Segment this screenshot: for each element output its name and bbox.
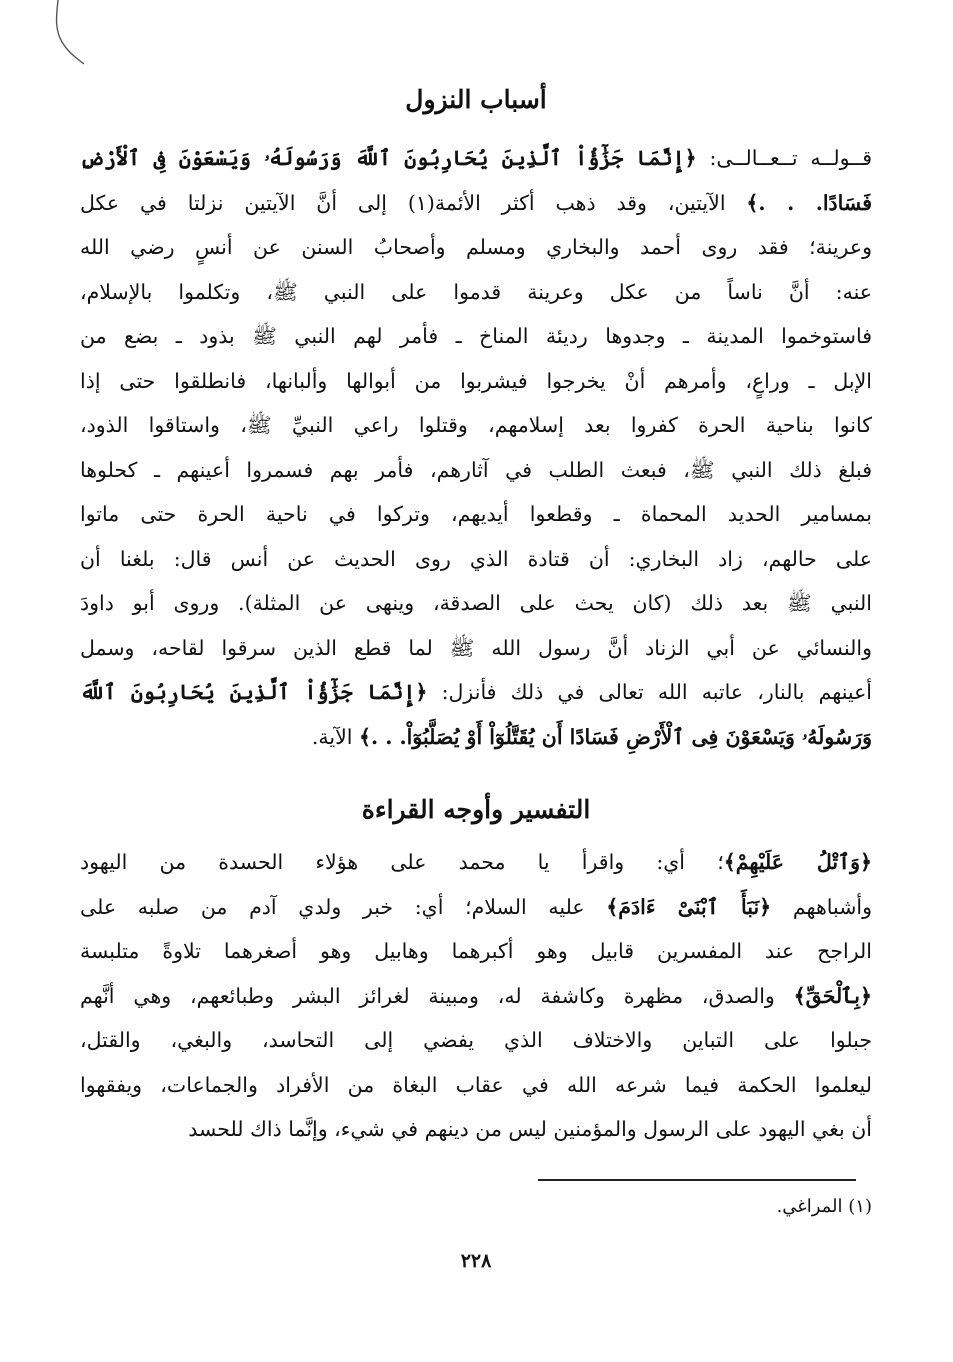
causes-line xyxy=(80,225,872,270)
quran-verse: ﴿إِنَّمَا جَزَٰٓؤُاْ ٱلَّذِينَ يُحَارِبُونَ ٱللَّهَ xyxy=(80,680,428,704)
tafsir-line xyxy=(80,1063,872,1108)
body-text: النبي ﷺ بعد ذلك (كان يحث على الصدقة، وينهى عن المثلة). وروى أبو داودَ xyxy=(80,591,872,615)
body-text: وعرينة؛ فقد روى أحمد والبخاري ومسلم وأصحابُ السنن عن أنسٍ رضي الله xyxy=(80,235,872,259)
causes-line xyxy=(80,359,872,404)
body-text: والصدق، مظهرة وكاشفة له، ومبينة لغرائز البشر وطبائعهم، وهي أنَّهم xyxy=(80,983,794,1008)
causes-line xyxy=(80,537,872,582)
body-text: بمسامير الحديد المحماة ـ وقطعوا أيديهم، وتركوا في ناحية الحرة حتى ماتوا xyxy=(80,502,872,526)
body-text: فاستوخموا المدينة ـ وجدوها رديئة المناخ ـ فأمر لهم النبي ﷺ بذود ـ بضع من xyxy=(80,324,872,348)
causes-line xyxy=(80,448,872,493)
tafsir-line xyxy=(80,885,872,930)
quran-verse: ﴿بِٱلْحَقِّ﴾ xyxy=(793,983,872,1008)
tafsir-line xyxy=(80,929,872,974)
body-text: الإبل ـ وراعٍ، وأمرهم أنْ يخرجوا فيشربوا من أبوالها وألبانها، فانطلقوا حتى إذا xyxy=(80,368,872,393)
tafsir-line xyxy=(80,1018,872,1063)
causes-line xyxy=(80,581,872,626)
body-text: على حالهم، زاد البخاري: أن قتادة الذي روى الحديث عن أنس قال: بلغنا أن xyxy=(80,546,872,571)
causes-line xyxy=(80,670,872,715)
quran-verse: ﴿إِنَّمَا جَزَٰٓؤُاْ ٱلَّذِينَ يُحَارِبُونَ ٱللَّهَ وَرَسُولَهُۥ وَيَسْعَوْنَ فِى ٱلْأَرْضِ xyxy=(80,146,697,170)
body-text: الراجح عند المفسرين قابيل وهو أكبرهما وهابيل وهو أصغرهما تلاوةً متلبسة xyxy=(80,939,872,963)
footnote-divider xyxy=(538,1179,856,1181)
body-text: والنسائي عن أبي الزناد أنَّ رسول الله ﷺ لما قطع الذين سرقوا لقاحه، وسمل xyxy=(80,635,872,660)
causes-line xyxy=(80,403,872,448)
paragraph-tafsir xyxy=(80,840,872,1152)
tafsir-line xyxy=(80,1107,872,1152)
body-text: الآيتين، وقد ذهب أكثر الأئمة(١) إلى أنَّ الآيتين نزلتا في عكل xyxy=(80,190,747,215)
body-text: عنه: أنَّ ناساً من عكل وعرينة قدموا على النبي ﷺ، وتكلموا بالإسلام، xyxy=(80,279,872,304)
causes-line xyxy=(80,715,872,760)
tafsir-line xyxy=(80,974,872,1019)
body-text: كانوا بناحية الحرة كفروا بعد إسلامهم، وقتلوا راعي النبيِّ ﷺ، واستاقوا الذود، xyxy=(80,413,872,437)
page-number: ٢٢٨ xyxy=(460,1250,492,1272)
causes-line xyxy=(80,181,872,226)
section-title-causes: أسباب النزول xyxy=(405,85,547,114)
body-text: قــولــه تــعــالــى: xyxy=(696,146,872,170)
tafsir-line xyxy=(80,840,872,885)
book-page xyxy=(80,0,872,1362)
causes-line xyxy=(80,492,872,537)
causes-line xyxy=(80,626,872,671)
quran-verse: وَرَسُولَهُۥ وَيَسْعَوْنَ فِى ٱلْأَرْضِ فَسَادًا أَن يُقَتَّلُوٓاْ أَوْ يُصَلَّبُوٓاْ. . .﴾ xyxy=(358,724,872,749)
paragraph-causes xyxy=(80,136,872,759)
body-text: وأشباههم xyxy=(771,894,872,919)
body-text: عليه السلام؛ أي: خبر ولدي آدم من صلبه على xyxy=(80,894,607,919)
body-text: جبلوا على التباين والاختلاف الذي يفضي إلى التحاسد، والبغي، والقتل، xyxy=(80,1028,872,1052)
body-text: ليعلموا الحكمة فيما شرعه الله في عقاب البغاة من الأفراد والجماعات، ويفقهوا xyxy=(80,1072,872,1097)
footnote: (١) المراغي. xyxy=(776,1196,872,1217)
causes-line xyxy=(80,270,872,315)
quran-verse: ﴿وَٱتْلُ عَلَيْهِمْ﴾ xyxy=(723,850,872,874)
quran-verse: ﴿نَبَأَ ٱبْنَىْ ءَادَمَ﴾ xyxy=(606,894,772,919)
body-text: أن بغي اليهود على الرسول والمؤمنين ليس من دينهم في شيء، وإنَّما ذاك للحسد xyxy=(188,1117,872,1141)
section-title-tafsir: التفسير وأوجه القراءة xyxy=(361,795,591,824)
causes-line xyxy=(80,314,872,359)
body-text: ؛ أي: واقرأ يا محمد على هؤلاء الحسدة من اليهود xyxy=(80,850,724,874)
body-text: الآية. xyxy=(311,724,359,749)
causes-line xyxy=(80,136,872,181)
quran-verse: فَسَادًا. . .﴾ xyxy=(746,190,872,215)
body-text: فبلغ ذلك النبي ﷺ، فبعث الطلب في آثارهم، فأمر بهم فسمروا أعينهم ـ كحلوها xyxy=(80,457,872,482)
body-text: أعينهم بالنار، عاتبه الله تعالى في ذلك فأنزل: xyxy=(427,680,872,704)
